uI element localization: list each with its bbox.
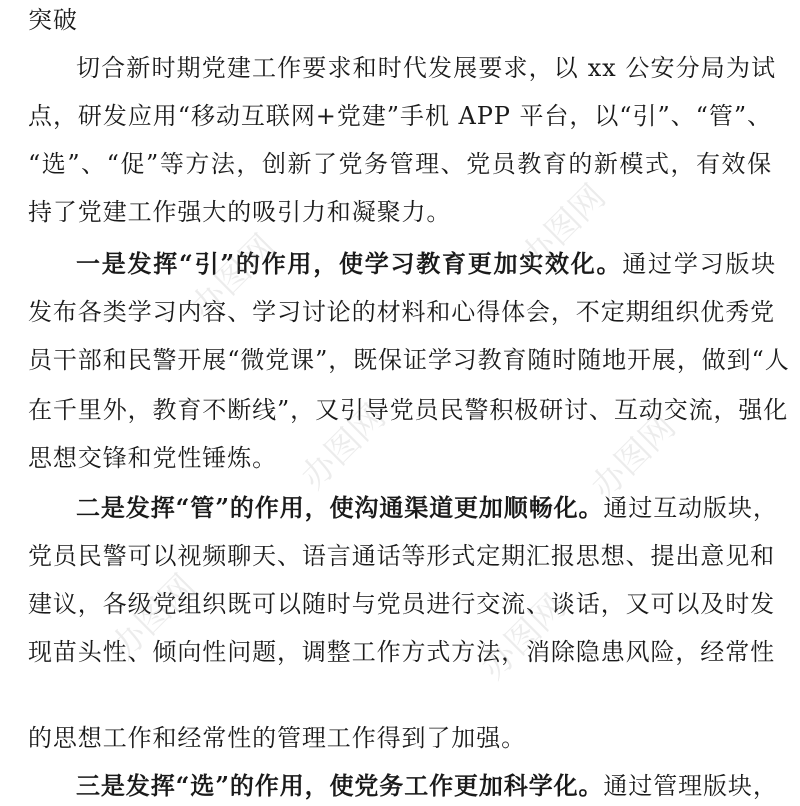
line-text: 建议，各级党组织既可以随时与党员进行交流、谈话，又可以及时发 <box>28 590 775 618</box>
line-text: 现苗头性、倾向性问题，调整工作方式方法，消除隐患风险，经常性 <box>28 638 775 666</box>
text-line <box>28 0 772 40</box>
heading-run: 二是发挥“管”的作用，使沟通渠道更加顺畅化。 <box>76 493 604 522</box>
line-text: 通过学习版块 <box>622 250 776 278</box>
watermark: 办图网 <box>183 226 284 328</box>
line-text: 通过管理版块， <box>603 772 778 800</box>
text-line <box>28 438 772 478</box>
line-text: 党员民警可以视频聊天、语言通话等形式定期汇报思想、提出意见和 <box>28 542 775 570</box>
line-text: 突破 <box>28 6 78 34</box>
text-line <box>28 340 790 380</box>
line-text: 的思想工作和经常性的管理工作得到了加强。 <box>28 724 526 752</box>
text-line <box>28 144 772 184</box>
paragraph-first-line <box>76 766 776 806</box>
watermark: 办图网 <box>513 176 614 278</box>
line-text: 在千里外，教育不断线”，又引导党员民警积极研讨、互动交流，强化 <box>28 396 789 424</box>
paragraph-first-line <box>76 244 776 284</box>
text-line <box>28 292 775 332</box>
text-line <box>28 192 772 232</box>
line-text: “选”、“促”等方法，创新了党务管理、党员教育的新模式，有效保 <box>28 150 772 178</box>
text-line <box>28 718 772 758</box>
line-text: 发布各类学习内容、学习讨论的材料和心得体会，不定期组织优秀党 <box>28 298 775 326</box>
text-line <box>28 584 775 624</box>
line-text: 点，研发应用“移动互联网+党建”手机 APP 平台，以“引”、“管”、 <box>28 102 772 130</box>
line-text: 思想交锋和党性锤炼。 <box>28 444 277 472</box>
text-line <box>28 96 772 136</box>
line-text: 通过互动版块， <box>603 494 778 522</box>
line-text: 员干部和民警开展“微党课”，既保证学习教育随时随地开展，做到“人 <box>28 346 790 374</box>
watermark: 办图网 <box>583 406 684 508</box>
heading-run: 一是发挥“引”的作用，使学习教育更加实效化。 <box>76 249 623 278</box>
paragraph-first-line <box>76 48 776 88</box>
watermark: 办图网 <box>103 566 204 668</box>
line-text: 持了党建工作强大的吸引力和凝聚力。 <box>28 198 452 226</box>
text-line <box>28 390 789 430</box>
text-line <box>28 632 775 672</box>
watermark: 办图网 <box>473 586 574 688</box>
heading-run: 三是发挥“选”的作用，使党务工作更加科学化。 <box>76 771 604 800</box>
paragraph-first-line <box>76 488 776 528</box>
watermark: 办图网 <box>293 396 394 498</box>
text-line <box>28 536 775 576</box>
line-text: 切合新时期党建工作要求和时代发展要求，以 xx 公安分局为试 <box>76 54 776 82</box>
